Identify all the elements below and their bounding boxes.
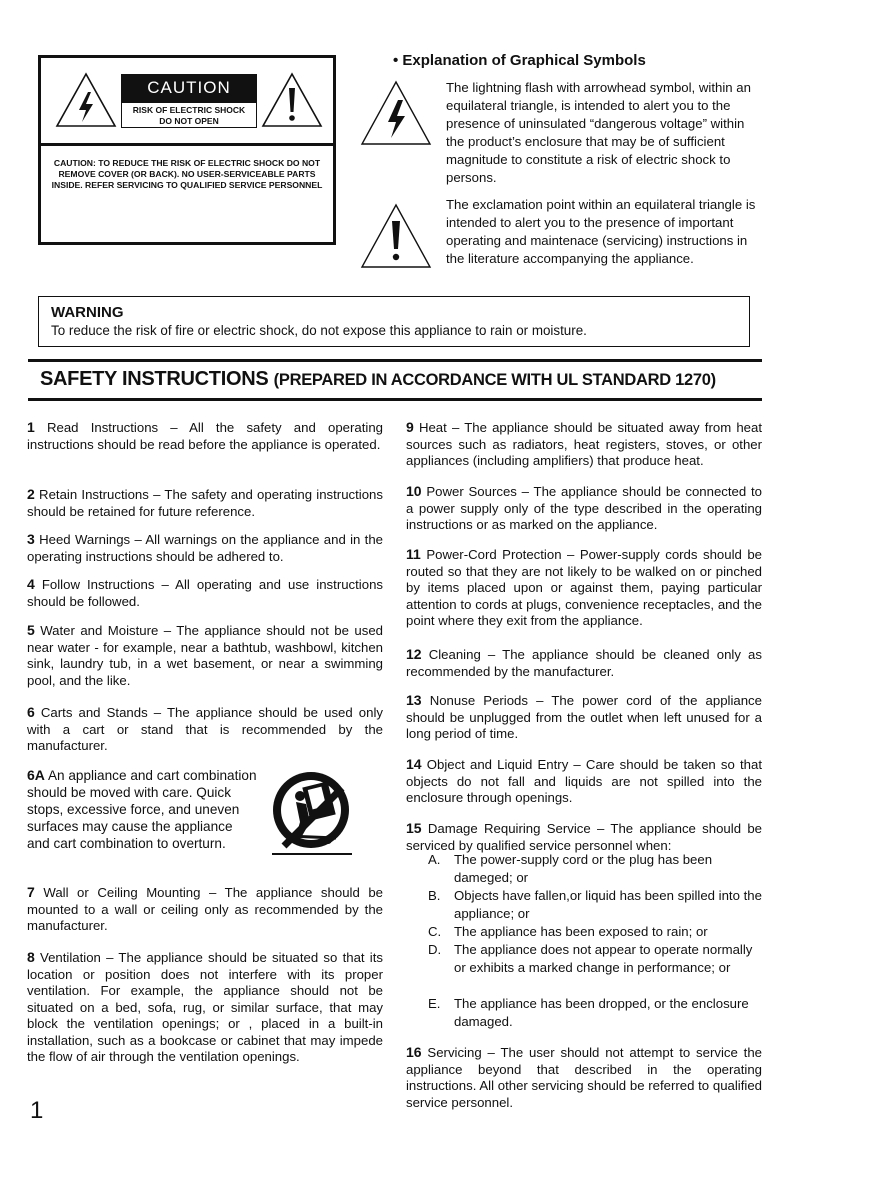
subitem-text: The appliance does not appear to operate normally or exhibits a marked change in performance; or <box>454 942 753 975</box>
item-number: 6A <box>27 767 45 783</box>
item-text: An appliance and cart combination should be moved with care. Quick stops, excessive force, and uneven surfaces may cause the appliance and cart combination to overturn. <box>27 768 257 851</box>
instruction-item <box>27 622 383 689</box>
damage-subitem <box>428 995 764 1030</box>
item-number: 12 <box>406 646 422 662</box>
instruction-item <box>27 486 383 520</box>
item-number: 7 <box>27 884 35 900</box>
item-number: 3 <box>27 531 35 547</box>
lightning-symbol-icon <box>360 80 432 146</box>
page-number: 1 <box>30 1097 44 1124</box>
damage-subitem <box>428 851 764 886</box>
exclamation-warning-icon <box>261 72 323 128</box>
item-number: 15 <box>406 820 422 836</box>
instruction-item <box>406 692 762 743</box>
item-number: 11 <box>406 546 421 562</box>
item-text: Ventilation – The appliance should be situated so that its location or position does not interfere with its proper ventilation. For example, the appliance should not be situated on a bed, sofa, rug, or similar surface, that may block the ventilation openings; or , placed in a built-in installation, such as a bookcase or cabinet that may impede the flow of air through the ventilation openings. <box>27 950 383 1064</box>
item-text: Nonuse Periods – The power cord of the appliance should be unplugged from the outlet when left unused for a long period of time. <box>406 693 762 741</box>
subitem-letter: D. <box>428 942 442 957</box>
item-number: 13 <box>406 692 422 708</box>
instruction-item <box>27 576 383 610</box>
lightning-explanation: The lightning flash with arrowhead symbol, within an equilateral triangle, is intended to alert you to the presence of uninsulated “dangerous voltage” within the product’s enclosure that may be of sufficient magnitude to constitute a risk of electric shock to persons. <box>446 80 751 185</box>
damage-subitem <box>428 887 764 922</box>
item-text: Power-Cord Protection – Power-supply cords should be routed so that they are not likely to be walked on or pinched by items placed upon or against them, paying particular attention to cords at plugs, convenience receptacles, and the point where they exit from the appliance. <box>406 547 762 628</box>
subitem-text: The appliance has been dropped, or the enclosure damaged. <box>454 996 749 1029</box>
item-text: Servicing – The user should not attempt to service the appliance beyond that described in the operating instructions. All other servicing should be referred to qualified service personnel. <box>406 1045 762 1110</box>
heading-rule-bottom <box>28 398 762 401</box>
subitem-letter: C. <box>428 924 442 939</box>
item-number: 14 <box>406 756 422 772</box>
caution-text: CAUTION: TO REDUCE THE RISK OF ELECTRIC SHOCK DO NOT REMOVE COVER (OR BACK). NO USER-SERVICEABLE PARTS INSIDE. REFER SERVICING TO QUALIFIED SERVICE PERSONNEL <box>51 158 323 190</box>
instruction-item <box>406 820 762 854</box>
damage-subitem <box>428 941 764 976</box>
instruction-item <box>27 531 383 565</box>
item-text: Carts and Stands – The appliance should be used only with a cart or stand that is recommended by the manufacturer. <box>27 705 383 753</box>
instruction-item <box>406 756 762 807</box>
instruction-item <box>406 646 762 680</box>
item-number: 10 <box>406 483 422 499</box>
caution-label: CAUTION <box>121 74 257 102</box>
risk-label <box>121 102 257 128</box>
subitem-letter: B. <box>428 888 441 903</box>
item-number: 8 <box>27 949 35 965</box>
warning-title: WARNING <box>51 304 124 321</box>
exclamation-symbol-icon <box>360 203 432 269</box>
caution-header <box>41 58 333 146</box>
item-text: Water and Moisture – The appliance should not be used near water - for example, near a bathtub, washbowl, kitchen sink, laundry tub, in a wet basement, or near a swimming pool, and the like. <box>27 623 383 688</box>
instruction-item <box>406 419 762 470</box>
warning-box <box>38 296 750 347</box>
lightning-warning-icon <box>55 72 117 128</box>
instruction-item <box>406 483 762 534</box>
risk-label-line2: DO NOT OPEN <box>159 116 219 126</box>
instruction-item <box>27 704 383 755</box>
instruction-item <box>27 884 383 935</box>
safety-title: SAFETY INSTRUCTIONS <box>40 368 269 390</box>
instruction-item <box>406 1044 762 1111</box>
item-text: Cleaning – The appliance should be cleaned only as recommended by the manufacturer. <box>406 647 762 679</box>
item-text: Retain Instructions – The safety and operating instructions should be retained for future reference. <box>27 487 383 519</box>
safety-heading <box>40 368 716 391</box>
item-text: Heat – The appliance should be situated away from heat sources such as radiators, heat registers, stoves, or other appliances (including amplifiers) that produce heat. <box>406 420 762 468</box>
item-number: 16 <box>406 1044 422 1060</box>
risk-label-line1: RISK OF ELECTRIC SHOCK <box>132 105 246 115</box>
item-text: Follow Instructions – All operating and use instructions should be followed. <box>27 577 383 609</box>
item-text: Power Sources – The appliance should be connected to a power supply only of the type described in the operating instructions or as marked on the appliance. <box>406 484 762 532</box>
cart-tipover-icon <box>266 766 356 858</box>
damage-subitem <box>428 923 764 941</box>
item-number: 1 <box>27 419 35 435</box>
subitem-text: The power-supply cord or the plug has been dameged; or <box>454 852 713 885</box>
item-text: Object and Liquid Entry – Care should be taken so that objects do not fall and liquids are not spilled into the enclosure through openings. <box>406 757 762 805</box>
instruction-item <box>406 546 762 630</box>
item-number: 4 <box>27 576 35 592</box>
heading-rule-top <box>28 359 762 362</box>
subitem-text: The appliance has been exposed to rain; or <box>454 924 708 939</box>
exclamation-explanation: The exclamation point within an equilateral triangle is intended to alert you to the presence of important operating and maintenace (servicing) instructions in the literature accompanying the appliance. <box>446 197 756 266</box>
instruction-item <box>27 949 383 1066</box>
item-text: Wall or Ceiling Mounting – The appliance should be mounted to a wall or ceiling only as recommended by the manufacturer. <box>27 885 384 933</box>
item-text: Heed Warnings – All warnings on the appliance and in the operating instructions should be adhered to. <box>27 532 383 564</box>
item-text: Damage Requiring Service – The appliance should be serviced by qualified service personnel when: <box>406 821 762 853</box>
item-number: 5 <box>27 622 35 638</box>
safety-subtitle: (PREPARED IN ACCORDANCE WITH UL STANDARD 1270) <box>273 371 716 389</box>
item-number: 9 <box>406 419 414 435</box>
instruction-item <box>27 419 383 453</box>
explanation-title: • Explanation of Graphical Symbols <box>393 52 646 69</box>
item-text: Read Instructions – All the safety and operating instructions should be read before the appliance is operated. <box>27 420 383 452</box>
subitem-letter: A. <box>428 852 441 867</box>
item-number: 6 <box>27 704 35 720</box>
subitem-letter: E. <box>428 996 441 1011</box>
instruction-item <box>27 767 257 852</box>
caution-box <box>38 55 336 245</box>
item-number: 2 <box>27 486 35 502</box>
subitem-text: Objects have fallen,or liquid has been spilled into the appliance; or <box>454 888 762 921</box>
warning-text: To reduce the risk of fire or electric shock, do not expose this appliance to rain or moisture. <box>51 323 587 338</box>
